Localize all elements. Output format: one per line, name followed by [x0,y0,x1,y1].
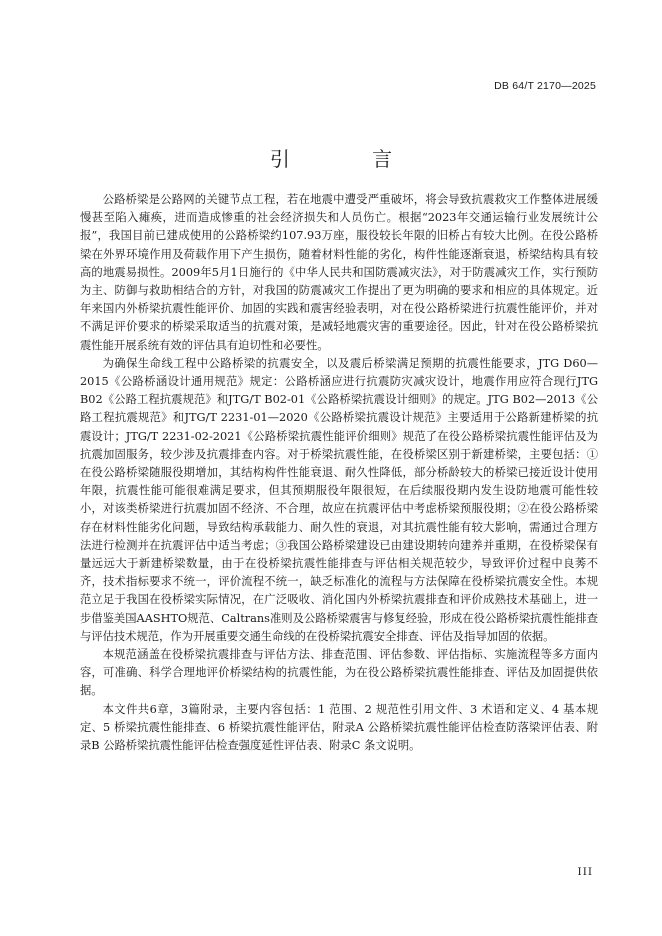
paragraph-3: 本规范涵盖在役桥梁抗震排查与评估方法、排查范围、评估参数、评估指标、实施流程等多方面内容，可准确、科学合理地评价桥梁结构的抗震性能，为在役公路桥梁抗震性能排查、评估及加固提供依据。 [80,648,598,698]
paragraph-2: 为确保生命线工程中公路桥梁的抗震安全，以及震后桥梁满足预期的抗震性能要求，JTG D60—2015《公路桥涵设计通用规范》规定：公路桥涵应进行抗震防灾减灾设计，地震作用应符合现行JTG B02《公路工程抗震规范》和JTG/T B02-01《公路桥梁抗震设计细则》的规定。JTG B02—2013《公路工程抗震规范》和JTG/T 2231-01—2020《公路桥梁抗震设计规范》主要适用于公路新建桥梁的抗震设计；JTG/T 2231-02-2021《公路桥梁抗震性能评价细则》规范了在役公路桥梁抗震性能评估及为抗震加固服务，较少涉及抗震排查内容。对于桥梁抗震性能，在役桥梁区别于新建桥梁，主要包括：①在役公路桥梁随服役期增加，其结构构件性能衰退、耐久性降低，部分桥龄较大的桥梁已接近设计使用年限，抗震性能可能很难满足要求，但其预期服役年限很短，在后续服役期内发生设防地震可能性较小，对该类桥梁进行抗震加固不经济、不合理，故应在抗震评估中考虑桥梁预服役期；②在役公路桥梁存在材料性能劣化问题，导致结构承载能力、耐久性的衰退，对其抗震性能有较大影响，需通过合理方法进行检测并在抗震评估中适当考虑；③我国公路桥梁建设已由建设期转向建养并重期，在役桥梁保有量远远大于新建桥梁数量，由于在役桥梁抗震性能排查与评估相关规范较少，导致评价过程中良莠不齐，技术指标要求不统一，评价流程不统一，缺乏标准化的流程与方法保障在役桥梁抗震安全性。本规范立足于我国在役桥梁实际情况，在广泛吸收、消化国内外桥梁抗震排查和评价成熟技术基础上，进一步借鉴美国AASHTO规范、Caltrans准则及公路桥梁震害与修复经验，形成在役公路桥梁抗震性能排查与评估技术规范，作为开展重要交通生命线的在役桥梁抗震安全排查、评估及指导加固的依据。 [80,356,598,643]
page-number: III [577,866,593,878]
paragraph-4: 本文件共6章，3篇附录，主要内容包括：1 范围、2 规范性引用文件、3 术语和定义、4 基本规定、5 桥梁抗震性能排查、6 桥梁抗震性能评估，附录A 公路桥梁抗震性能评估检查防落梁评估表、附录B 公路桥梁抗震性能评估检查强度延性评估表、附录C 条文说明。 [80,702,598,753]
standard-code: DB 64/T 2170—2025 [494,80,596,92]
paragraph-1: 公路桥梁是公路网的关键节点工程，若在地震中遭受严重破坏，将会导致抗震救灾工作整体进展缓慢甚至陷入瘫痪，进而造成惨重的社会经济损失和人员伤亡。根据“2023年交通运输行业发展统计公报”，我国目前已建成使用的公路桥梁约107.93万座，服役较长年限的旧桥占有较大比例。在役公路桥梁在外界环境作用及荷载作用下产生损伤，随着材料性能的劣化，构件性能逐渐衰退，桥梁结构具有较高的地震易损性。2009年5月1日施行的《中华人民共和国防震减灾法》，对于防震减灾工作，实行预防为主、防御与救助相结合的方针，对我国的防震减灾工作提出了更为明确的要求和相应的具体规定。近年来国内外桥梁抗震性能评价、加固的实践和震害经验表明，对在役公路桥梁进行抗震性能评价，并对不满足评价要求的桥梁采取适当的抗震对策，是减轻地震灾害的重要途径。因此，针对在役公路桥梁抗震性能开展系统有效的评估具有迫切性和必要性。 [80,193,598,352]
page-title: 引 言 [269,147,431,171]
introduction-body [80,191,598,755]
